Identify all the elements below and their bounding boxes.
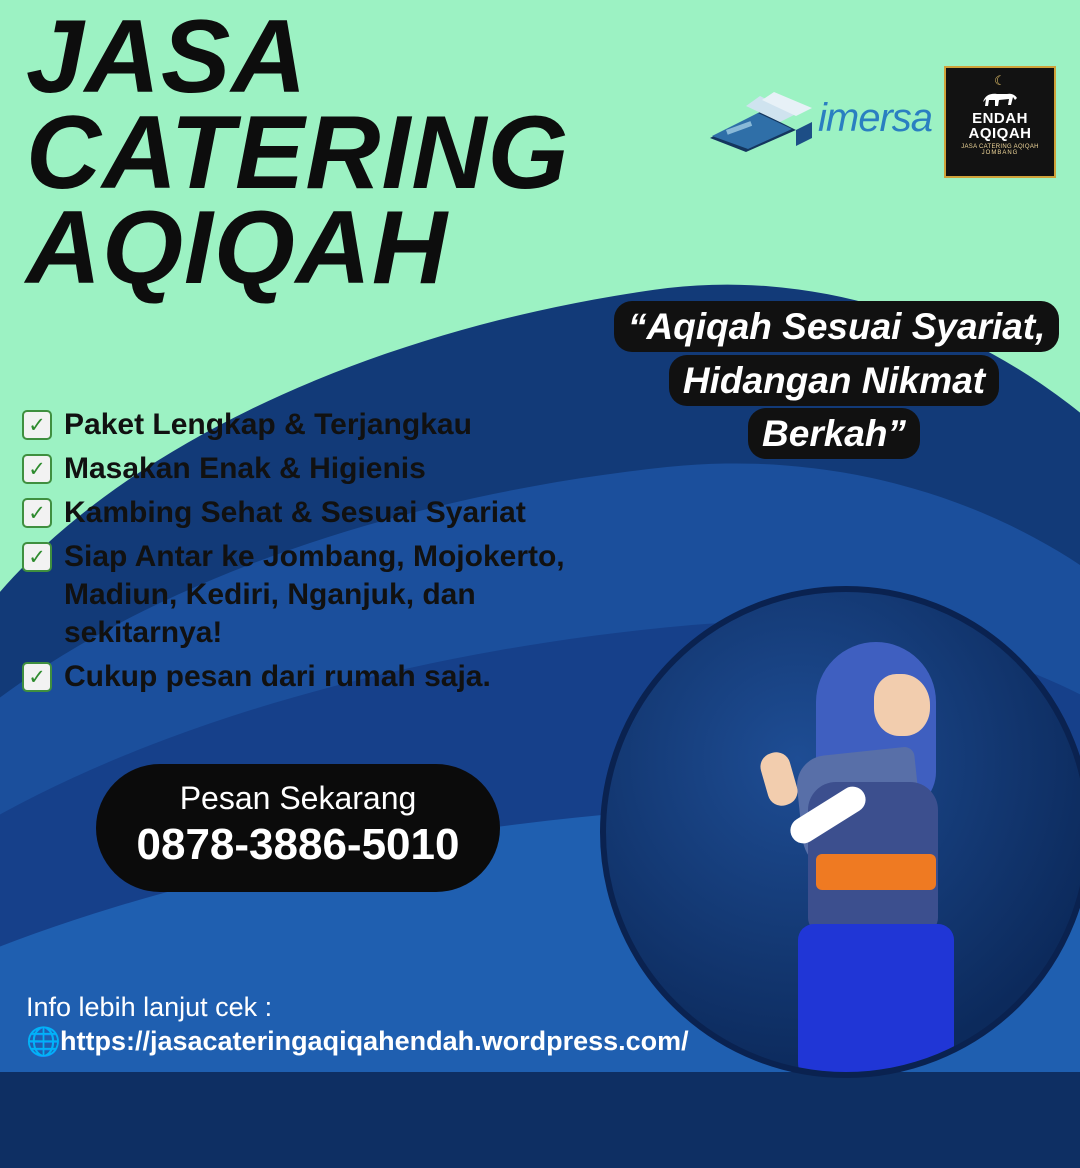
- list-item-label: Cukup pesan dari rumah saja.: [64, 660, 491, 693]
- order-now-button[interactable]: [96, 764, 500, 892]
- endah-subtitle: JASA CATERING AQIQAH: [961, 144, 1039, 150]
- goat-icon: [946, 87, 1054, 111]
- globe-icon: 🌐: [26, 1025, 61, 1057]
- footer-info-label: Info lebih lanjut cek :: [26, 992, 273, 1022]
- list-item: [22, 658, 642, 696]
- list-item-label: Paket Lengkap & Terjangkau: [64, 408, 472, 441]
- list-item-label: Masakan Enak & Higienis: [64, 452, 426, 485]
- endah-name-line-2: AQIQAH: [968, 125, 1032, 142]
- order-now-label: Pesan Sekarang: [179, 780, 417, 816]
- list-item: [22, 538, 642, 652]
- staff-photo: [600, 586, 1080, 1078]
- endah-aqiqah-logo: [944, 66, 1056, 178]
- list-item-label: Kambing Sehat & Sesuai Syariat: [64, 496, 526, 529]
- check-icon: ✓: [22, 410, 52, 440]
- list-item: [22, 406, 642, 444]
- website-link[interactable]: https://jasacateringaqiqahendah.wordpress.com/: [60, 1026, 689, 1056]
- phone-number[interactable]: 0878-3886-5010: [136, 820, 460, 869]
- uniform-skirt: [798, 924, 954, 1078]
- list-item: [22, 494, 642, 532]
- tagline-quote-text: “Aqiqah Sesuai Syariat, Hidangan Nikmat Berkah”: [614, 301, 1059, 459]
- uniform-orange-stripe: [816, 854, 936, 890]
- check-icon: ✓: [22, 454, 52, 484]
- list-item-label: Siap Antar ke Jombang, Mojokerto, Madiun, Kediri, Nganjuk, dan sekitarnya!: [64, 540, 565, 649]
- face: [874, 674, 930, 736]
- headline-line-3: AQIQAH: [26, 190, 448, 307]
- person-illustration: [756, 632, 1006, 1078]
- pointing-hand-icon: [757, 749, 801, 809]
- background-bottom-strip: [0, 1072, 1080, 1168]
- endah-city: JOMBANG: [981, 150, 1019, 156]
- page-title: [26, 0, 570, 307]
- goat-silhouette-icon: [979, 87, 1021, 109]
- list-item: [22, 450, 642, 488]
- feature-list: [22, 406, 642, 702]
- crescent-moon-icon: ☾: [994, 73, 1006, 88]
- tagline-quote: [614, 300, 1054, 461]
- headline-line-1: JASA: [26, 0, 308, 115]
- check-icon: ✓: [22, 542, 52, 572]
- check-icon: ✓: [22, 498, 52, 528]
- check-icon: ✓: [22, 662, 52, 692]
- headline-line-2: CATERING: [26, 94, 570, 211]
- footer-url-row[interactable]: [26, 1026, 689, 1057]
- endah-name-line-1: ENDAH: [972, 110, 1028, 127]
- imersa-wordmark: imersa: [818, 96, 933, 140]
